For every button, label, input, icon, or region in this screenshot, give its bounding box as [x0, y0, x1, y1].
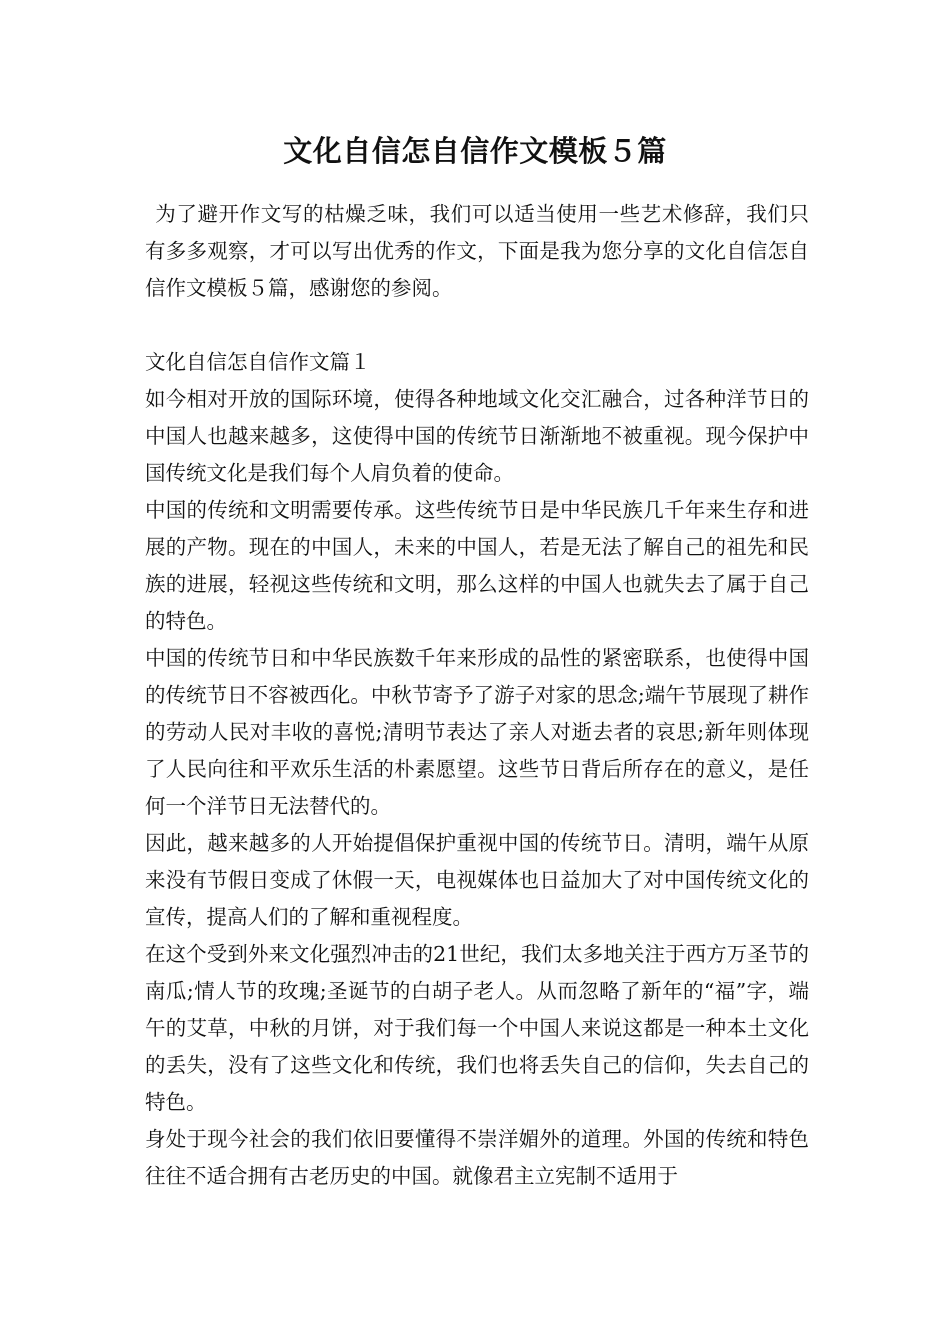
document-title: 文化自信怎自信作文模板５篇 — [283, 134, 667, 168]
essay-body — [145, 344, 809, 1195]
body-paragraph: 在这个受到外来文化强烈冲击的21世纪，我们太多地关注于西方万圣节的南瓜;情人节的玫瑰;圣诞节的白胡子老人。从而忽略了新年的“福”字，端午的艾草，中秋的月饼，对于我们每一个中国人来说这都是一种本土文化的丢失，没有了这些文化和传统，我们也将丢失自己的信仰，失去自己的特色。 — [145, 942, 809, 1114]
body-paragraph: 中国的传统和文明需要传承。这些传统节日是中华民族几千年来生存和进展的产物。现在的中国人，未来的中国人，若是无法了解自己的祖先和民族的进展，轻视这些传统和文明，那么这样的中国人也就失去了属于自己的特色。 — [145, 498, 809, 633]
body-paragraph: 如今相对开放的国际环境，使得各种地域文化交汇融合，过各种洋节日的中国人也越来越多，这使得中国的传统节日渐渐地不被重视。现今保护中国传统文化是我们每个人肩负着的使命。 — [145, 387, 809, 485]
body-paragraph: 因此，越来越多的人开始提倡保护重视中国的传统节日。清明，端午从原来没有节假日变成了休假一天，电视媒体也日益加大了对中国传统文化的宣传，提高人们的了解和重视程度。 — [145, 831, 809, 929]
body-paragraph: 中国的传统节日和中华民族数千年来形成的品性的紧密联系，也使得中国的传统节日不容被西化。中秋节寄予了游子对家的思念;端午节展现了耕作的劳动人民对丰收的喜悦;清明节表达了亲人对逝去者的哀思;新年则体现了人民向往和平欢乐生活的朴素愿望。这些节日背后所存在的意义，是任何一个洋节日无法替代的。 — [145, 646, 809, 818]
section-heading: 文化自信怎自信作文篇１ — [145, 350, 371, 374]
intro-paragraph: 为了避开作文写的枯燥乏味，我们可以适当使用一些艺术修辞，我们只有多多观察，才可以写出优秀的作文，下面是我为您分享的文化自信怎自信作文模板５篇，感谢您的参阅。 — [145, 202, 809, 300]
body-paragraph: 身处于现今社会的我们依旧要懂得不崇洋媚外的道理。外国的传统和特色往往不适合拥有古老历史的中国。就像君主立宪制不适用于 — [145, 1127, 809, 1188]
